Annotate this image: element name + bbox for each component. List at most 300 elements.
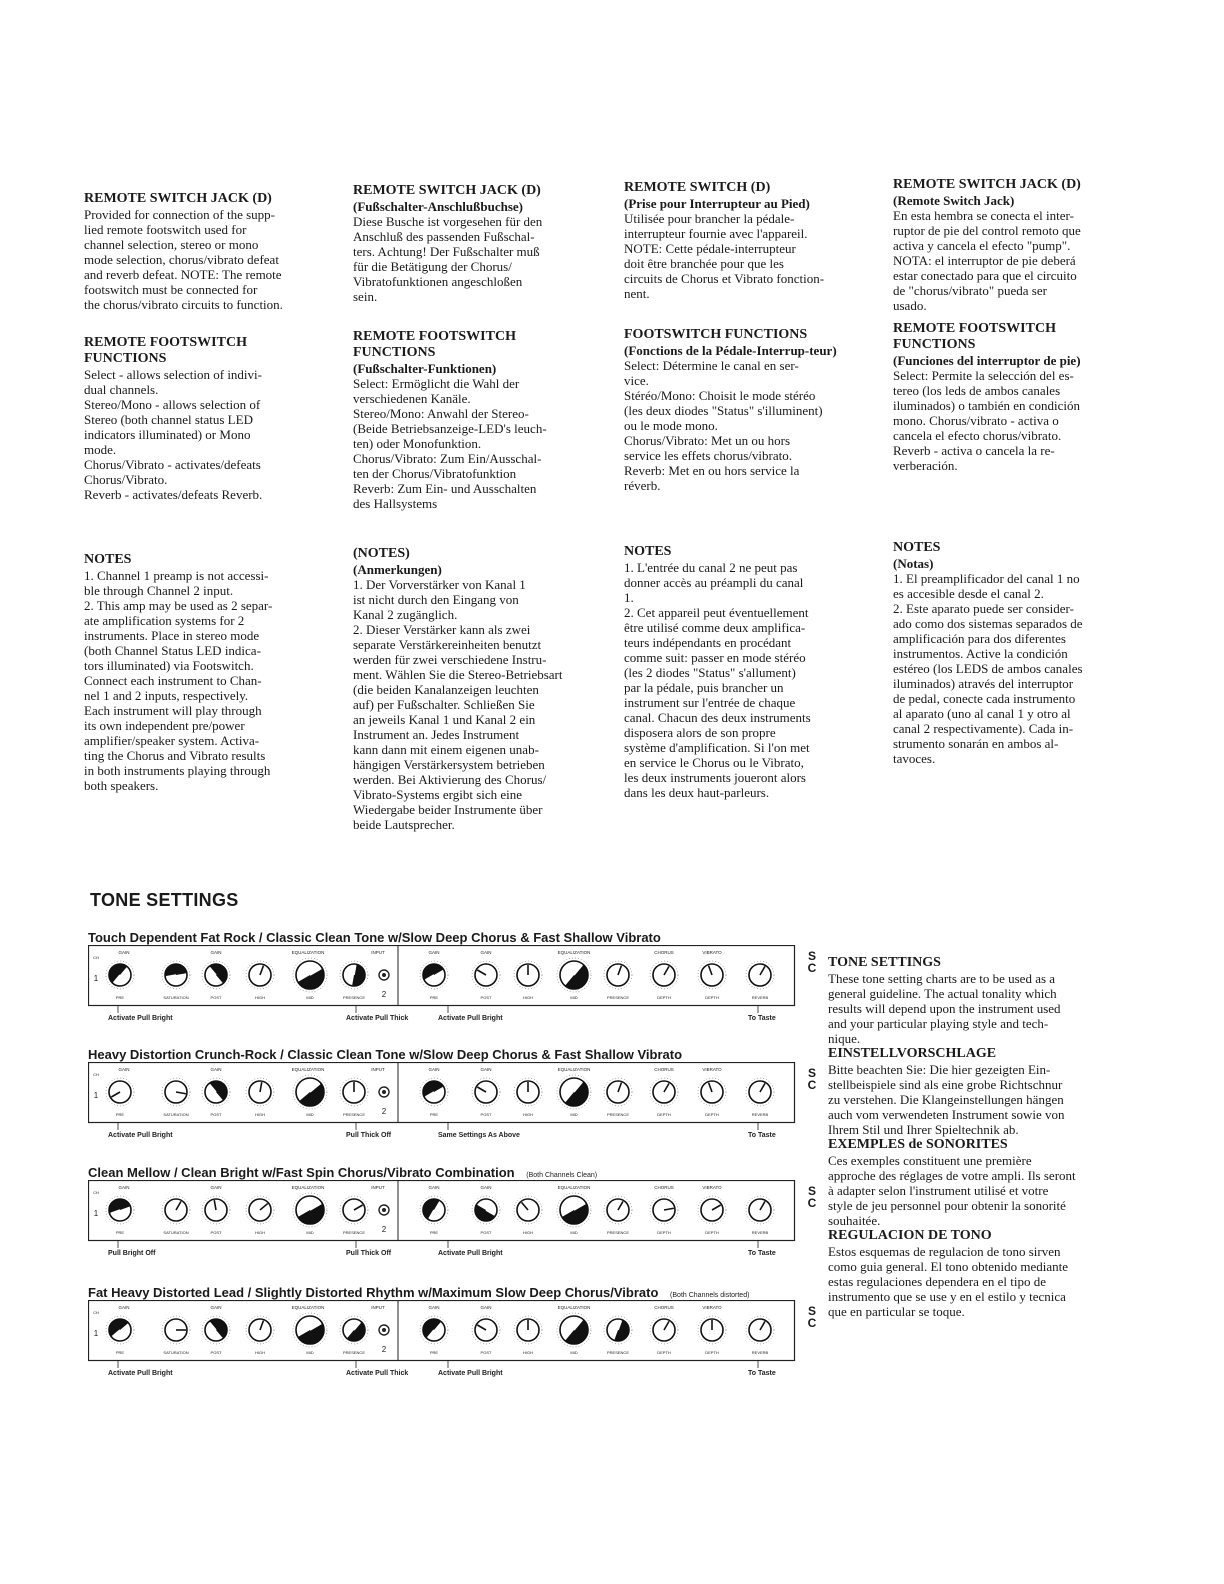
text-line: verberación. — [893, 458, 958, 473]
knob-label: DEPTH — [657, 1230, 671, 1235]
knob-label: DEPTH — [705, 1112, 719, 1117]
text-line: Vibrato-Systems ergibt sich eine — [353, 787, 523, 802]
section-title: NOTES — [893, 540, 941, 555]
knob-label: POST — [210, 995, 222, 1000]
callout-label: Activate Pull Bright — [438, 1015, 503, 1022]
text-line: système d'amplification. Si l'on met — [624, 740, 810, 755]
callout-label: Activate Pull Bright — [108, 1370, 173, 1377]
text-line: werden. Bei Aktivierung des Chorus/ — [353, 772, 547, 787]
caption-text: Fat Heavy Distorted Lead / Slightly Distorted Rhythm w/Maximum Slow Deep Chorus/Vibrato — [88, 1285, 659, 1300]
text-line: 2. Dieser Verstärker kann als zwei — [353, 622, 531, 637]
text-line: ruptor de pie del control remoto que — [893, 223, 1081, 238]
text-line: Select: Permite la selección del es- — [893, 368, 1074, 383]
text-line: nel 1 and 2 inputs, respectively. — [84, 688, 249, 703]
section-body — [624, 211, 856, 301]
caption-text: Clean Mellow / Clean Bright w/Fast Spin Chorus/Vibrato Combination — [88, 1165, 515, 1180]
text-line: iluminados) o también en condición — [893, 398, 1081, 413]
text-line: estar conectado para que el circuito — [893, 268, 1077, 283]
tone-note-de — [828, 1046, 1122, 1137]
text-line: vice. — [624, 373, 649, 388]
section-body — [84, 568, 316, 793]
text-line: doit être branchée pour que les — [624, 256, 784, 271]
chorus-label: CHORUS — [654, 1185, 674, 1190]
text-line: dans les deux haut-parleurs. — [624, 785, 770, 800]
text-line: Chorus/Vibrato: Zum Ein/Ausschal- — [353, 451, 542, 466]
panel-diagram — [88, 1062, 800, 1140]
section-body — [893, 368, 1125, 473]
knob-label: HIGH — [523, 1230, 533, 1235]
text-line: an jeweils Kanal 1 und Kanal 2 ein — [353, 712, 536, 727]
tone-note-fr — [828, 1137, 1122, 1228]
knob-label: PRESENCE — [606, 1350, 630, 1355]
chorus-label: CHORUS — [654, 1305, 674, 1310]
section-body — [624, 560, 856, 800]
gain-label: GAIN — [118, 950, 130, 955]
text-line: ten) oder Monofunktion. — [353, 436, 482, 451]
input-label: INPUT — [371, 1185, 385, 1190]
text-line: Chorus/Vibrato - activates/defeats — [84, 457, 261, 472]
gain-label: GAIN — [480, 1185, 492, 1190]
text-line: Bitte beachten Sie: Die hier gezeigten Ein- — [828, 1062, 1051, 1077]
input-jack-center — [382, 1208, 386, 1212]
knob-label: DEPTH — [657, 995, 671, 1000]
text-line: Select: Ermöglicht die Wahl der — [353, 376, 520, 391]
text-line: 2. Este aparato puede ser consider- — [893, 601, 1074, 616]
eq-label: EQUALIZATION — [291, 1305, 325, 1310]
vibrato-label: VIBRATO — [702, 1305, 722, 1310]
text-line: des Hallsystems — [353, 496, 438, 511]
text-line: 1. El preamplificador del canal 1 no — [893, 571, 1080, 586]
input-jack-center — [382, 973, 386, 977]
text-line: 1. L'entrée du canal 2 ne peut pas — [624, 560, 798, 575]
text-line: iluminados) através del interruptor — [893, 676, 1074, 691]
text-line: strumento sonarán en ambos al- — [893, 736, 1059, 751]
text-line: donner accès au préampli du canal — [624, 575, 804, 590]
knob-label: MID — [306, 1230, 314, 1235]
text-line: 1. — [624, 590, 634, 605]
input-label: INPUT — [371, 1067, 385, 1072]
knob-label: POST — [210, 1350, 222, 1355]
knob-label: HIGH — [255, 1112, 265, 1117]
text-line: de pedal, conecte cada instrumento — [893, 691, 1076, 706]
knob-label: PRE — [429, 995, 439, 1000]
eq-label: EQUALIZATION — [291, 1185, 325, 1190]
text-line: Utilisée pour brancher la pédale- — [624, 211, 795, 226]
knob-label: PRE — [115, 1230, 125, 1235]
text-line: lied remote footswitch used for — [84, 222, 247, 237]
channel-1-label: 1 — [93, 1209, 99, 1218]
panel-logo: S C — [807, 949, 817, 975]
text-line: ist nicht durch den Eingang von — [353, 592, 519, 607]
text-line: Chorus/Vibrato. — [84, 472, 168, 487]
text-line: estas regulaciones dependera en el tipo de — [828, 1274, 1047, 1289]
text-line: à adapter selon l'instrument utilisé et votre — [828, 1183, 1049, 1198]
text-line: instruments. Place in stereo mode — [84, 628, 260, 643]
text-line: ment. Wählen Sie die Stereo-Betriebsart — [353, 667, 563, 682]
text-line: ters. Achtung! Der Fußschalter muß — [353, 244, 540, 259]
panel-diagram — [88, 945, 800, 1023]
caption-note: (Both Channels distorted) — [670, 1292, 750, 1299]
text-line: comme suit: passer en mode stéréo — [624, 650, 806, 665]
gain-label: GAIN — [210, 950, 222, 955]
channel-1-label: 1 — [93, 1329, 99, 1338]
section-body — [84, 207, 316, 312]
knob-label: HIGH — [523, 995, 533, 1000]
text-line: Stéréo/Mono: Choisit le mode stéréo — [624, 388, 816, 403]
callout-label: Activate Pull Bright — [438, 1250, 503, 1257]
tone-note-en — [828, 955, 1122, 1046]
text-line: auch vom verwendeten Instrument sowie von — [828, 1107, 1065, 1122]
text-line: Reverb: Zum Ein- und Ausschalten — [353, 481, 537, 496]
text-line: en service le Chorus ou le Vibrato, — [624, 755, 804, 770]
knob-label: MID — [306, 1112, 314, 1117]
tone-settings-title: TONE SETTINGS — [90, 890, 239, 910]
knob-label: DEPTH — [657, 1112, 671, 1117]
text-line: and your particular playing style and tech- — [828, 1016, 1049, 1031]
text-line: 1. Channel 1 preamp is not accessi- — [84, 568, 269, 583]
notes-section — [353, 546, 585, 832]
knob-label: PRESENCE — [606, 1230, 630, 1235]
knob-label: HIGH — [255, 995, 265, 1000]
tone-note-body — [828, 1244, 1122, 1319]
text-line: estéreo (los LEDS de ambos canales — [893, 661, 1083, 676]
knob-label: DEPTH — [705, 1230, 719, 1235]
eq-label: EQUALIZATION — [291, 1067, 325, 1072]
text-line: Vibratofunktionen angeschloßen — [353, 274, 523, 289]
text-line: nique. — [828, 1031, 861, 1046]
text-line: de "chorus/vibrato" pueda ser — [893, 283, 1047, 298]
section-title: REMOTE SWITCH (D) — [624, 180, 771, 195]
ch-label: CH — [93, 1190, 99, 1195]
text-line: (both Channel Status LED indica- — [84, 643, 261, 658]
text-line: (les deux diodes "Status" s'illuminent) — [624, 403, 823, 418]
text-line: kann dann mit einem eigenen unab- — [353, 742, 539, 757]
knob-label: PRE — [429, 1112, 439, 1117]
text-line: indicators illuminated) or Mono — [84, 427, 251, 442]
gain-label: GAIN — [210, 1067, 222, 1072]
knob-label: PRESENCE — [606, 1112, 630, 1117]
text-line: dual channels. — [84, 382, 159, 397]
text-line: footswitch must be connected for — [84, 282, 258, 297]
text-line: amplifier/speaker system. Activa- — [84, 733, 260, 748]
text-line: tors illuminated) via Footswitch. — [84, 658, 254, 673]
text-line: al aparato (uno al canal 1 y otro al — [893, 706, 1071, 721]
remote-switch-section — [893, 177, 1125, 313]
knob-label: PRESENCE — [342, 1350, 366, 1355]
text-line: ten der Chorus/Vibratofunktion — [353, 466, 517, 481]
text-line: como guia general. El tono obtenido mediante — [828, 1259, 1069, 1274]
text-line: Anschluß des passenden Fußschal- — [353, 229, 535, 244]
text-line: amplificación para dos diferentes — [893, 631, 1066, 646]
text-line: que en particular se toque. — [828, 1304, 965, 1319]
text-line: ble through Channel 2 input. — [84, 583, 234, 598]
knob-label: MID — [570, 1112, 578, 1117]
section-body — [353, 214, 585, 304]
eq-label: EQUALIZATION — [557, 1305, 591, 1310]
section-subtitle: (Notas) — [893, 556, 934, 571]
text-line: souhaitée. — [828, 1213, 881, 1228]
knob-label: MID — [570, 995, 578, 1000]
text-line: 1. Der Vorverstärker von Kanal 1 — [353, 577, 526, 592]
text-line: Reverb - activates/defeats Reverb. — [84, 487, 263, 502]
section-subtitle: (Fußschalter-Anschlußbuchse) — [353, 199, 523, 214]
callout-label: To Taste — [748, 1370, 776, 1377]
section-title: REMOTE SWITCH JACK (D) — [84, 191, 272, 206]
section-title: REMOTE FOOTSWITCH FUNCTIONS — [84, 335, 247, 366]
ch-label: CH — [93, 955, 99, 960]
text-line: Each instrument will play through — [84, 703, 262, 718]
section-subtitle: (Remote Switch Jack) — [893, 193, 1015, 208]
text-line: activa y cancela el efecto "pump". — [893, 238, 1071, 253]
text-line: es accesible desde el canal 2. — [893, 586, 1044, 601]
text-line: the chorus/vibrato circuits to function. — [84, 297, 283, 312]
setting-caption — [88, 1285, 749, 1300]
text-line: 2. This amp may be used as 2 separ- — [84, 598, 273, 613]
eq-label: EQUALIZATION — [291, 950, 325, 955]
section-subtitle: (Fußschalter-Funktionen) — [353, 361, 497, 376]
remote-switch-section — [624, 180, 856, 301]
text-line: general guideline. The actual tonality which — [828, 986, 1057, 1001]
callout-label: Activate Pull Thick — [346, 1370, 409, 1377]
panel-logo: S C — [807, 1066, 817, 1092]
vibrato-label: VIBRATO — [702, 950, 722, 955]
section-body — [893, 208, 1125, 313]
knob-label: REVERB — [751, 995, 769, 1000]
gain-label: GAIN — [428, 1067, 440, 1072]
notes-section — [893, 540, 1125, 766]
text-line: beide Lautsprecher. — [353, 817, 455, 832]
text-line: disposera alors de son propre — [624, 725, 776, 740]
callout-label: Pull Bright Off — [108, 1250, 156, 1257]
text-line: mode. — [84, 442, 117, 457]
knob-label: POST — [210, 1112, 222, 1117]
text-line: (Beide Betriebsanzeige-LED's leuch- — [353, 421, 547, 436]
text-line: Stereo/Mono - allows selection of — [84, 397, 261, 412]
text-line: Chorus/Vibrato: Met un ou hors — [624, 433, 791, 448]
tone-note-body — [828, 1062, 1122, 1137]
eq-label: EQUALIZATION — [557, 950, 591, 955]
knob-label: DEPTH — [705, 1350, 719, 1355]
section-title: FOOTSWITCH FUNCTIONS — [624, 327, 808, 342]
text-line: and reverb defeat. NOTE: The remote — [84, 267, 282, 282]
text-line: NOTA: el interruptor de pie deberá — [893, 253, 1076, 268]
notes-section — [84, 552, 316, 793]
caption-text: Touch Dependent Fat Rock / Classic Clean Tone w/Slow Deep Chorus & Fast Shallow Vibrato — [88, 930, 661, 945]
text-line: stellbeispiele sind als eine grobe Richtschnur — [828, 1077, 1063, 1092]
remote-switch-section — [84, 191, 316, 312]
text-line: NOTE: Cette pédale-interrupteur — [624, 241, 796, 256]
section-body — [893, 571, 1125, 766]
knob-label: PRESENCE — [342, 995, 366, 1000]
knob-label: PRE — [115, 995, 125, 1000]
knob-label: MID — [306, 1350, 314, 1355]
section-subtitle: (Fonctions de la Pédale-Interrup-teur) — [624, 343, 837, 358]
tone-note-title: REGULACION DE TONO — [828, 1228, 992, 1243]
knob-label: HIGH — [523, 1112, 533, 1117]
gain-label: GAIN — [118, 1185, 130, 1190]
vibrato-label: VIBRATO — [702, 1067, 722, 1072]
text-line: canal 2 respectivamente). Cada in- — [893, 721, 1074, 736]
text-line: réverb. — [624, 478, 661, 493]
notes-section — [624, 544, 856, 800]
text-line: par la pédale, puis brancher un — [624, 680, 784, 695]
gain-label: GAIN — [118, 1305, 130, 1310]
text-line: usado. — [893, 298, 927, 313]
callout-label: Same Settings As Above — [438, 1132, 520, 1139]
text-line: Reverb: Met en ou hors service la — [624, 463, 800, 478]
section-title: REMOTE FOOTSWITCH FUNCTIONS — [353, 329, 516, 360]
section-title: REMOTE SWITCH JACK (D) — [353, 183, 541, 198]
channel-2-label: 2 — [381, 990, 387, 999]
text-line: separate Verstärkereinheiten benutzt — [353, 637, 542, 652]
text-line: Select: Détermine le canal en ser- — [624, 358, 799, 373]
knob-label: POST — [210, 1230, 222, 1235]
text-line: interrupteur fournie avec l'appareil. — [624, 226, 808, 241]
callout-label: Activate Pull Thick — [346, 1015, 409, 1022]
knob-label: MID — [570, 1350, 578, 1355]
chorus-label: CHORUS — [654, 1067, 674, 1072]
callout-label: Pull Thick Off — [346, 1250, 392, 1257]
text-line: canal. Chacun des deux instruments — [624, 710, 811, 725]
text-line: circuits de Chorus et Vibrato fonction- — [624, 271, 825, 286]
text-line: instrument sur l'entrée de chaque — [624, 695, 796, 710]
setting-caption — [88, 930, 669, 945]
text-line: ting the Chorus and Vibrato results — [84, 748, 266, 763]
gain-label: GAIN — [118, 1067, 130, 1072]
text-line: ado como dos sistemas separados de — [893, 616, 1083, 631]
knob-label: DEPTH — [705, 995, 719, 1000]
text-line: approche des réglages de votre ampli. Ils seront — [828, 1168, 1076, 1183]
text-line: Diese Busche ist vorgesehen für den — [353, 214, 543, 229]
channel-2-label: 2 — [381, 1345, 387, 1354]
input-label: INPUT — [371, 950, 385, 955]
knob-label: PRE — [429, 1350, 439, 1355]
text-line: hängigen Verstärkersystem betrieben — [353, 757, 545, 772]
text-line: Provided for connection of the supp- — [84, 207, 275, 222]
knob-label: HIGH — [255, 1350, 265, 1355]
footswitch-section — [624, 327, 856, 493]
section-body — [353, 376, 585, 511]
eq-label: EQUALIZATION — [557, 1185, 591, 1190]
callout-label: Activate Pull Bright — [108, 1015, 173, 1022]
text-line: (die beiden Kanalanzeigen leuchten — [353, 682, 539, 697]
knob-label: PRESENCE — [342, 1112, 366, 1117]
callout-label: Activate Pull Bright — [108, 1132, 173, 1139]
panel-logo: S C — [807, 1184, 817, 1210]
channel-2-label: 2 — [381, 1225, 387, 1234]
text-line: channel selection, stereo or mono — [84, 237, 259, 252]
text-line: Connect each instrument to Chan- — [84, 673, 262, 688]
text-line: Instrument an. Jedes Instrument — [353, 727, 520, 742]
knob-label: POST — [480, 995, 492, 1000]
tone-notes-column — [828, 955, 1122, 1319]
text-line: Stereo (both channel status LED — [84, 412, 253, 427]
input-label: INPUT — [371, 1305, 385, 1310]
text-line: En esta hembra se conecta el inter- — [893, 208, 1074, 223]
knob-label: PRESENCE — [342, 1230, 366, 1235]
text-line: sein. — [353, 289, 378, 304]
gain-label: GAIN — [210, 1185, 222, 1190]
text-line: ate amplification systems for 2 — [84, 613, 245, 628]
ch-label: CH — [93, 1310, 99, 1315]
setting-caption — [88, 1165, 597, 1180]
eq-label: EQUALIZATION — [557, 1067, 591, 1072]
text-line: its own independent pre/power — [84, 718, 245, 733]
text-line: cancela el efecto chorus/vibrato. — [893, 428, 1062, 443]
footswitch-section — [84, 335, 316, 502]
knob-label: REVERB — [751, 1230, 769, 1235]
section-subtitle: (Funciones del interruptor de pie) — [893, 353, 1081, 368]
section-body — [84, 367, 316, 502]
knob-label: PRE — [115, 1112, 125, 1117]
knob-label: SATURATION — [163, 995, 189, 1000]
ch-label: CH — [93, 1072, 99, 1077]
knob-label: DEPTH — [657, 1350, 671, 1355]
knob-label: HIGH — [523, 1350, 533, 1355]
text-line: ou le mode mono. — [624, 418, 718, 433]
knob-label: SATURATION — [163, 1350, 189, 1355]
caption-text: Heavy Distortion Crunch-Rock / Classic Clean Tone w/Slow Deep Chorus & Fast Shallow Vibrato — [88, 1047, 683, 1062]
knob-label: HIGH — [255, 1230, 265, 1235]
text-line: auf) per Fußschalter. Schließen Sie — [353, 697, 535, 712]
tone-note-es — [828, 1228, 1122, 1319]
section-subtitle: (Anmerkungen) — [353, 562, 442, 577]
text-line: Stereo/Mono: Anwahl der Stereo- — [353, 406, 529, 421]
section-title: REMOTE SWITCH JACK (D) — [893, 177, 1081, 192]
text-line: zu verstehen. Die Klangeinstellungen hängen — [828, 1092, 1064, 1107]
footswitch-section — [353, 329, 585, 511]
footswitch-section — [893, 321, 1125, 473]
panel-diagram — [88, 1180, 800, 1258]
text-line: teurs indépendants en procédant — [624, 635, 792, 650]
section-title: REMOTE FOOTSWITCH FUNCTIONS — [893, 321, 1056, 352]
text-line: Select - allows selection of indivi- — [84, 367, 262, 382]
knob-label: SATURATION — [163, 1112, 189, 1117]
gain-label: GAIN — [480, 950, 492, 955]
section-body — [624, 358, 856, 493]
vibrato-label: VIBRATO — [702, 1185, 722, 1190]
gain-label: GAIN — [210, 1305, 222, 1310]
gain-label: GAIN — [480, 1305, 492, 1310]
text-line: être utilisé comme deux amplifica- — [624, 620, 806, 635]
channel-1-label: 1 — [93, 974, 99, 983]
panel-diagram — [88, 1300, 800, 1378]
text-line: 2. Cet appareil peut éventuellement — [624, 605, 809, 620]
knob-label: MID — [570, 1230, 578, 1235]
text-line: both speakers. — [84, 778, 159, 793]
callout-label: To Taste — [748, 1015, 776, 1022]
chorus-label: CHORUS — [654, 950, 674, 955]
tone-note-body — [828, 1153, 1122, 1228]
input-jack-center — [382, 1328, 386, 1332]
text-line: (les 2 diodes "Status" s'allument) — [624, 665, 796, 680]
knob-label: REVERB — [751, 1350, 769, 1355]
gain-label: GAIN — [428, 1305, 440, 1310]
knob-label: SATURATION — [163, 1230, 189, 1235]
callout-label: To Taste — [748, 1250, 776, 1257]
text-line: verschiedenen Kanäle. — [353, 391, 471, 406]
text-line: mono. Chorus/vibrato - activa o — [893, 413, 1059, 428]
section-title: NOTES — [84, 552, 132, 567]
knob-label: REVERB — [751, 1112, 769, 1117]
text-line: für die Betätigung der Chorus/ — [353, 259, 512, 274]
text-line: results will depend upon the instrument used — [828, 1001, 1061, 1016]
text-line: tereo (los leds de ambos canales — [893, 383, 1061, 398]
text-line: tavoces. — [893, 751, 936, 766]
tone-note-title: EINSTELLVORSCHLAGE — [828, 1046, 997, 1061]
knob-label: PRESENCE — [606, 995, 630, 1000]
knob-label: POST — [480, 1112, 492, 1117]
